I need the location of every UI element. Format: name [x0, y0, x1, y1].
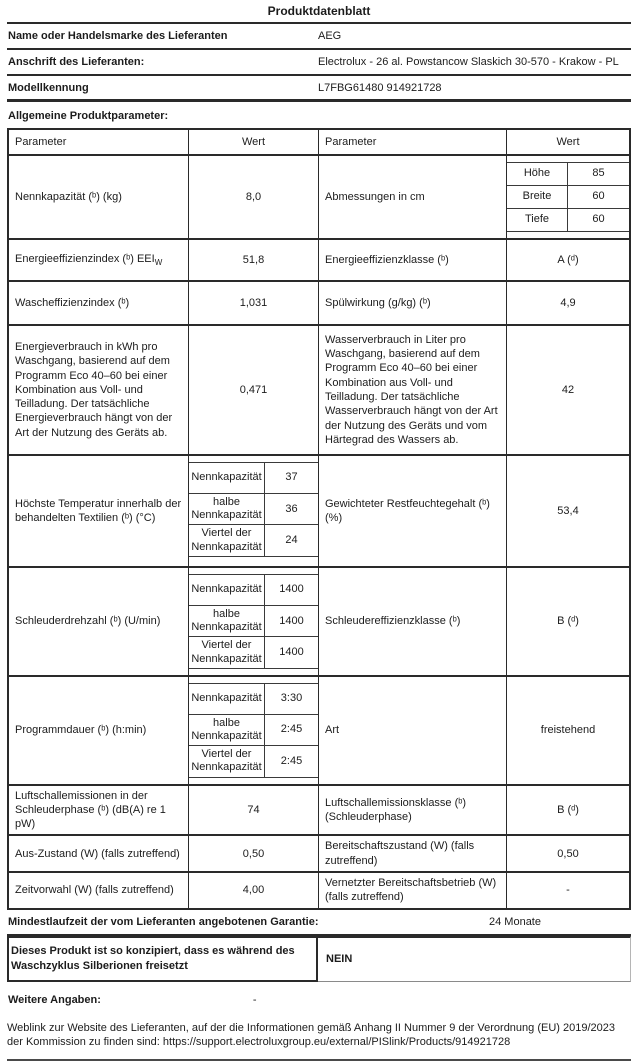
- noise-class-label: Luftschallemissionsklasse (ᵇ) (Schleuderphase): [318, 786, 506, 835]
- dimension-width-label: Breite: [522, 190, 552, 203]
- dimension-height-label: Höhe: [523, 167, 551, 180]
- temp-half-value: 36: [264, 494, 318, 524]
- guarantee-value: 24 Monate: [489, 915, 541, 928]
- dimension-depth-row: [507, 208, 629, 231]
- header-wert-left: Wert: [188, 130, 318, 154]
- silver-ions-value: NEIN: [318, 936, 631, 982]
- duration-rated-row: [189, 684, 318, 714]
- capacity-value: 8,0: [188, 156, 318, 238]
- temp-rated-row: [189, 463, 318, 493]
- energy-consumption-value: 0,471: [188, 326, 318, 454]
- more-info-value: -: [252, 993, 257, 1006]
- noise-class-value: B (ᵈ): [506, 786, 629, 835]
- dimension-height-row: [507, 163, 629, 185]
- table-row: [9, 280, 629, 324]
- duration-subtable: [188, 677, 318, 784]
- supplier-address-label: Anschrift des Lieferanten:: [8, 56, 145, 68]
- header-parameter-right: Parameter: [318, 130, 506, 154]
- delay-start-value: 4,00: [188, 873, 318, 908]
- model-id-value: L7FBG61480 914921728: [318, 81, 442, 94]
- spin-quarter-label: Viertel der Nennkapazität: [191, 639, 262, 665]
- supplier-name-row: [7, 24, 631, 50]
- table-row: [9, 834, 629, 871]
- wash-index-label: Wascheffizienzindex (ᵇ): [15, 296, 130, 309]
- spin-rated-value: 1400: [264, 575, 318, 605]
- section-title: Allgemeine Produktparameter:: [8, 110, 169, 122]
- eei-subscript: W: [154, 257, 163, 267]
- networked-standby-label: Vernetzter Bereitschaftsbetrieb (W) (falls zutreffend): [318, 873, 506, 908]
- header-wert-right: Wert: [506, 130, 629, 154]
- energy-consumption-label: Energieverbrauch in kWh pro Waschgang, basierend auf dem Programm Eco 40–60 bei einer Kombination aus Voll- und Teilladung. Der tatsächliche Energieverbrauch hängt von der Art der Nutzung des Geräts ab.: [15, 340, 173, 439]
- residual-moisture-label: Gewichteter Restfeuchtegehalt (ᵇ) (%): [318, 456, 506, 566]
- delay-start-label: Zeitvorwahl (W) (falls zutreffend): [15, 884, 174, 897]
- duration-rated-value: 3:30: [264, 684, 318, 714]
- spin-speed-label: Schleuderdrehzahl (ᵇ) (U/min): [15, 615, 161, 628]
- dimension-height-value: 85: [567, 163, 629, 185]
- residual-moisture-value: 53,4: [506, 456, 629, 566]
- duration-quarter-value: 2:45: [264, 746, 318, 776]
- temp-quarter-value: 24: [264, 525, 318, 555]
- type-label: Art: [318, 677, 506, 784]
- spin-quarter-row: [189, 636, 318, 667]
- dimension-width-row: [507, 185, 629, 208]
- dimension-depth-label: Tiefe: [524, 213, 550, 226]
- duration-rated-label: Nennkapazität: [191, 692, 262, 705]
- model-id-row: [7, 76, 631, 102]
- temp-half-row: [189, 493, 318, 524]
- table-row: [9, 566, 629, 675]
- eei-value: 51,8: [188, 240, 318, 280]
- model-id-label: Modellkennung: [8, 81, 89, 94]
- capacity-label: Nennkapazität (ᵇ) (kg): [15, 190, 122, 203]
- table-row: [9, 454, 629, 566]
- weblink-paragraph: Weblink zur Website des Lieferanten, auf der die Informationen gemäß Anhang II Nummer 9 der Verordnung (EU) 2019/2023 der Kommission zu finden sind: https://support.electroluxgroup.eu/external/PISlink/Products/914921728: [7, 1021, 615, 1049]
- noise-value: 74: [188, 786, 318, 835]
- silver-ions-row: [7, 936, 631, 982]
- energy-class-label: Energieeffizienzklasse (ᵇ): [318, 240, 506, 280]
- off-mode-value: 0,50: [188, 836, 318, 871]
- rinse-value: 4,9: [506, 282, 629, 324]
- table-header-row: [9, 130, 629, 154]
- water-consumption-label: Wasserverbrauch in Liter pro Waschgang, basierend auf dem Programm Eco 40–60 bei einer Kombination aus Voll- und Teilladung. Der tatsächliche Wasserverbrauch hängt von der Art der Nutzung des Geräts und vom Härtegrad des Wassers ab.: [318, 326, 506, 454]
- energy-class-value: A (ᵈ): [506, 240, 629, 280]
- type-value: freistehend: [506, 677, 629, 784]
- page-title: Produktdatenblatt: [7, 4, 631, 24]
- duration-half-label: halbe Nennkapazität: [191, 716, 262, 742]
- max-temperature-subtable: [188, 456, 318, 566]
- dimensions-label: Abmessungen in cm: [318, 156, 506, 238]
- header-parameter-left: Parameter: [15, 135, 67, 148]
- supplier-name-label: Name oder Handelsmarke des Lieferanten: [8, 30, 228, 42]
- temp-quarter-label: Viertel der Nennkapazität: [191, 527, 262, 553]
- rinse-label: Spülwirkung (g/kg) (ᵇ): [318, 282, 506, 324]
- more-info-row: [7, 992, 631, 1008]
- parameters-table: [7, 128, 631, 910]
- table-row: [9, 784, 629, 835]
- spin-rated-row: [189, 575, 318, 605]
- water-consumption-value: 42: [506, 326, 629, 454]
- temp-half-label: halbe Nennkapazität: [191, 496, 262, 522]
- table-row: [9, 675, 629, 784]
- spin-class-label: Schleudereffizienzklasse (ᵇ): [318, 568, 506, 675]
- supplier-name-value: AEG: [318, 30, 342, 42]
- supplier-address-row: [7, 50, 631, 76]
- spin-half-value: 1400: [264, 606, 318, 636]
- networked-standby-value: -: [506, 873, 629, 908]
- standby-label: Bereitschaftszustand (W) (falls zutreffend): [318, 836, 506, 871]
- table-row: [9, 238, 629, 280]
- spin-class-value: B (ᵈ): [506, 568, 629, 675]
- guarantee-row: [7, 910, 631, 936]
- spin-speed-subtable: [188, 568, 318, 675]
- max-temperature-label: Höchste Temperatur innerhalb der behandelten Textilien (ᵇ) (°C): [15, 497, 182, 524]
- duration-half-value: 2:45: [264, 715, 318, 745]
- spin-quarter-value: 1400: [264, 637, 318, 667]
- standby-value: 0,50: [506, 836, 629, 871]
- dimension-depth-value: 60: [567, 209, 629, 231]
- duration-half-row: [189, 714, 318, 745]
- table-row: [9, 154, 629, 238]
- dimension-width-value: 60: [567, 186, 629, 208]
- wash-index-value: 1,031: [188, 282, 318, 324]
- silver-ions-label: Dieses Produkt ist so konzipiert, dass es während des Waschzyklus Silberionen freisetzt: [7, 936, 318, 982]
- table-row: [9, 871, 629, 908]
- spin-rated-label: Nennkapazität: [191, 583, 262, 596]
- temp-rated-label: Nennkapazität: [191, 471, 262, 484]
- eei-label: Energieeffizienzindex (ᵇ) $EEI_W$: [15, 252, 163, 267]
- spin-half-row: [189, 605, 318, 636]
- duration-label: Programmdauer (ᵇ) (h:min): [15, 723, 147, 736]
- temp-quarter-row: [189, 524, 318, 555]
- duration-quarter-row: [189, 745, 318, 776]
- off-mode-label: Aus-Zustand (W) (falls zutreffend): [15, 847, 180, 860]
- dimensions-subtable: [506, 156, 629, 238]
- spin-half-label: halbe Nennkapazität: [191, 608, 262, 634]
- table-row: [9, 324, 629, 454]
- noise-label: Luftschallemissionen in der Schleuderphase (ᵇ) (dB(A) re 1 pW): [15, 789, 166, 831]
- more-info-label: Weitere Angaben:: [8, 993, 101, 1006]
- temp-rated-value: 37: [264, 463, 318, 493]
- supplier-address-value: Electrolux - 26 al. Powstancow Slaskich 30-570 - Krakow - PL: [318, 56, 619, 68]
- duration-quarter-label: Viertel der Nennkapazität: [191, 748, 262, 774]
- guarantee-label: Mindestlaufzeit der vom Lieferanten angebotenen Garantie:: [8, 915, 319, 928]
